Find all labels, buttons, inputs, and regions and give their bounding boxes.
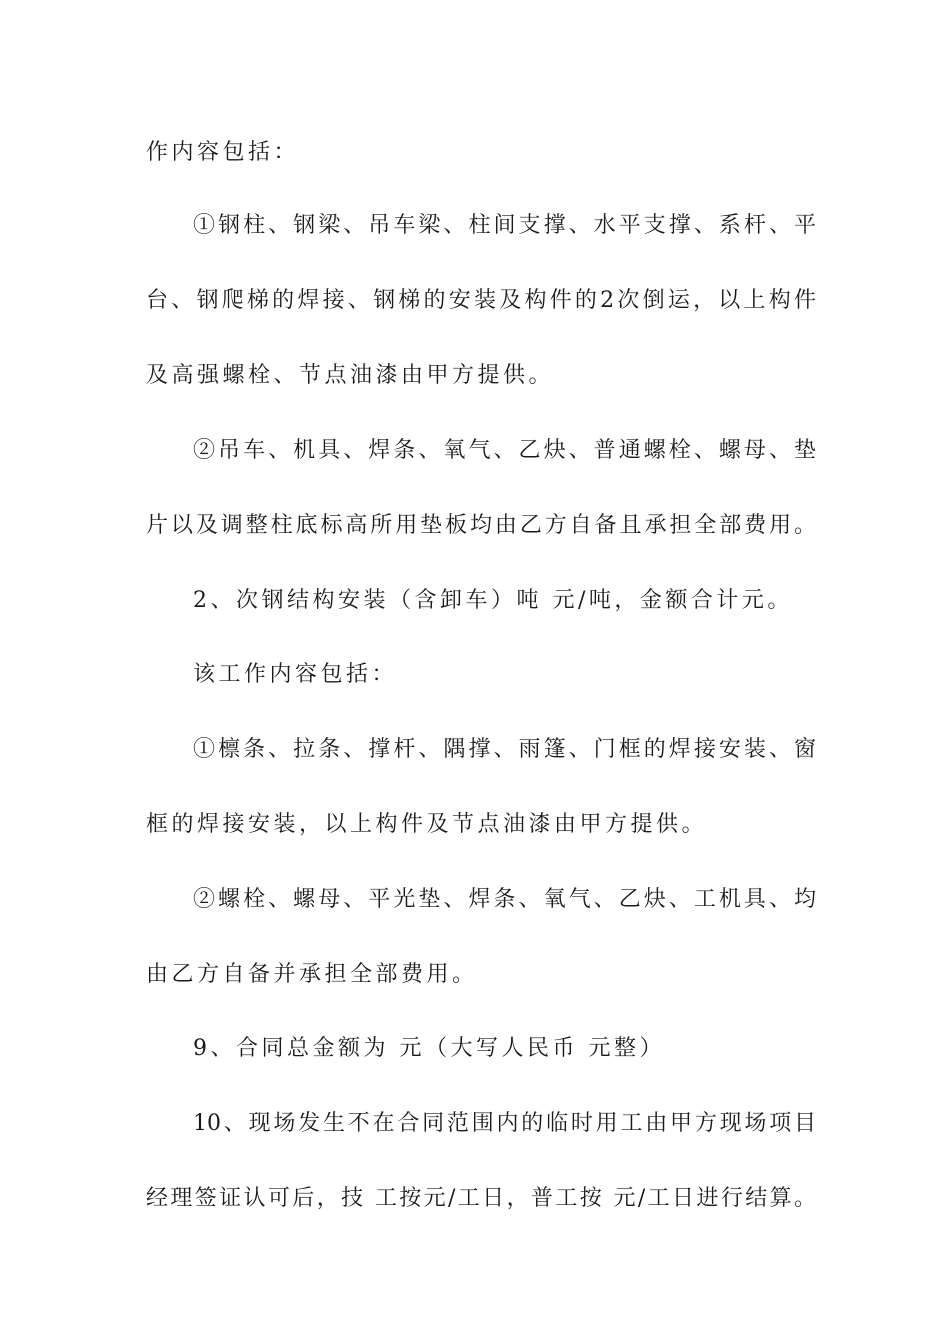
paragraph-line: 经理签证认可后，技 工按元/工日，普工按 元/工日进行结算。	[146, 1186, 816, 1211]
paragraph-line: 作内容包括：	[146, 140, 300, 165]
paragraph-line: 框的焊接安装，以上构件及节点油漆由甲方提供。	[146, 812, 708, 837]
paragraph-line: ②螺栓、螺母、平光垫、焊条、氧气、乙炔、工机具、均	[193, 887, 816, 912]
paragraph-line: 2、次钢结构安装（含卸车）吨 元/吨，金额合计元。	[193, 588, 793, 613]
paragraph-line: ②吊车、机具、焊条、氧气、乙炔、普通螺栓、螺母、垫	[193, 438, 816, 463]
paragraph-line: 由乙方自备并承担全部费用。	[146, 962, 478, 987]
paragraph-line: 台、钢爬梯的焊接、钢梯的安装及构件的2次倒运，以上构件	[146, 288, 816, 313]
paragraph-line: 10、现场发生不在合同范围内的临时用工由甲方现场项目	[193, 1111, 816, 1136]
paragraph-line: 9、合同总金额为 元（大写人民币 元整）	[193, 1036, 665, 1061]
paragraph-line: 该工作内容包括：	[193, 662, 398, 687]
paragraph-line: ①钢柱、钢梁、吊车梁、柱间支撑、水平支撑、系杆、平	[193, 213, 816, 238]
paragraph-line: ①檩条、拉条、撑杆、隅撑、雨篷、门框的焊接安装、窗	[193, 737, 816, 762]
paragraph-line: 片以及调整柱底标高所用垫板均由乙方自备且承担全部费用。	[146, 513, 816, 538]
paragraph-line: 及高强螺栓、节点油漆由甲方提供。	[146, 363, 555, 388]
